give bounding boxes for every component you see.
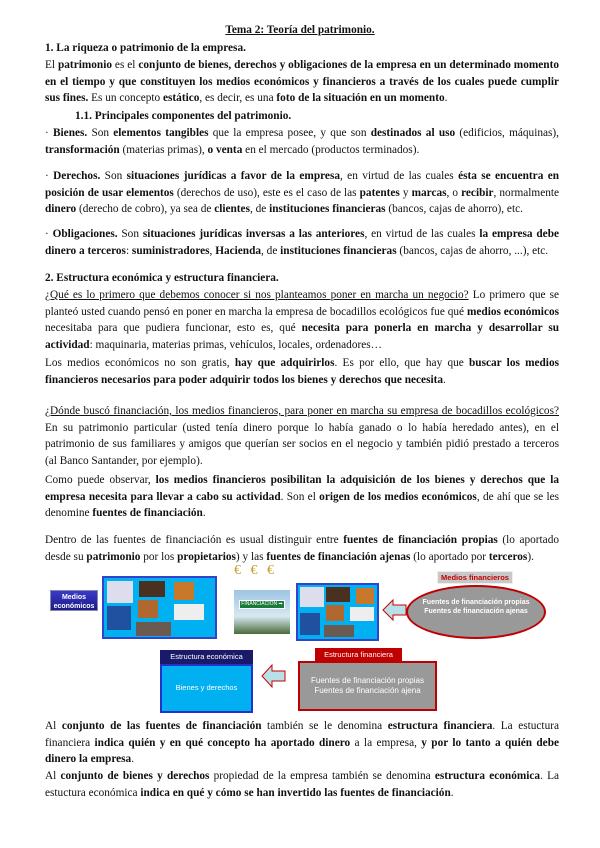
bold-text: fuentes de financiación propias: [343, 534, 498, 546]
economic-assets-collage: [102, 576, 217, 639]
estructura-financiera-header: Estructura financiera: [315, 648, 402, 662]
bold-text: estático: [163, 92, 200, 105]
bold-text: indica quién y en qué concepto ha aportado dinero: [94, 736, 351, 749]
bold-text: hay que adquirirlos: [234, 357, 335, 369]
text: Al: [45, 720, 62, 732]
medios-financieros-label: Medios financieros: [437, 571, 513, 584]
text: (bancos, cajas de ahorro, ...), etc.: [396, 244, 549, 257]
paragraph: [45, 125, 559, 158]
paragraph: [45, 287, 559, 353]
paragraph: [45, 168, 559, 218]
fuentes-ellipse: [406, 585, 546, 639]
text: (lo aportado por: [410, 550, 489, 563]
text: . La estuctura financiera: [45, 720, 559, 749]
text: (lo aportado desde su: [45, 534, 559, 563]
bold-text: marcas: [411, 186, 447, 199]
bold-text: fuentes de financiación ajenas: [266, 550, 411, 563]
estructura-economica-header: Estructura económica: [160, 650, 253, 664]
bold-text: 2. Estructura económica y estructura financiera.: [45, 272, 279, 284]
fuentes-financiacion-box: [298, 661, 437, 711]
text: . La estuctura económica: [45, 770, 559, 799]
text: ·: [45, 228, 53, 240]
text: (bancos, cajas de ahorro), etc.: [385, 203, 523, 216]
text: ·: [45, 127, 53, 139]
bold-text: situaciones jurídicas a favor de la empresa: [126, 170, 340, 182]
text: .: [131, 753, 135, 766]
bold-text: indica en qué y cómo se han invertido las fuentes de financiación: [140, 786, 451, 799]
text: por los: [140, 550, 178, 563]
text: , de ahí que se les denomine: [45, 490, 560, 520]
bold-text: recibir: [461, 186, 494, 199]
bold-text: y por lo tanto a quién debe dinero la empresa: [45, 736, 559, 766]
ellipse-line: Fuentes de financiación propias: [422, 599, 530, 606]
bold-text: dinero: [45, 203, 77, 216]
text: también se le denomina: [261, 720, 388, 732]
sign-text: FINANCIACIÓN ➡: [239, 600, 285, 609]
building-image: [136, 622, 171, 636]
text: . Es por ello, que hay que: [334, 357, 470, 369]
bold-text: necesita para ponerla en marcha y desarrollar su actividad: [45, 322, 559, 351]
text: necesitaba para que pudiera funcionar, esto es, qué: [45, 322, 302, 335]
text: ,: [209, 244, 216, 257]
bread-image: [174, 582, 194, 600]
bold-text: o venta: [207, 143, 243, 156]
paragraph: [45, 403, 559, 469]
text: Como puede observar,: [45, 474, 156, 486]
bold-text: la empresa debe dinero a terceros: [45, 228, 559, 257]
financing-sign-image: [234, 590, 290, 634]
underlined-question: ¿Qué es lo primero que debemos conocer si nos planteamos poner en marcha un negocio?: [45, 289, 469, 301]
bold-text: origen de los medios económicos: [319, 490, 477, 503]
euro-coins-icon: € € €: [234, 563, 277, 578]
text: .: [450, 786, 454, 799]
van-image: [174, 604, 204, 620]
text: (derechos de uso), este es el caso de las: [173, 186, 360, 199]
text: Al: [45, 770, 61, 782]
bold-text: Hacienda: [215, 244, 262, 257]
text: : maquinaria, materias primas, vehículos, locales, ordenadores…: [89, 338, 382, 351]
bold-text: estructura económica: [434, 770, 541, 782]
bold-text: elementos tangibles: [113, 127, 209, 139]
text: Son: [100, 170, 127, 182]
text: , normalmente: [493, 186, 560, 199]
bold-text: 1.1. Principales componentes del patrimonio.: [75, 110, 292, 122]
text: , de: [249, 203, 270, 216]
text: En su patrimonio particular (usted tenía dinero porque lo había ganado o lo había heredado antes), en el patrimonio de sus familiares y amigos que querían ser socios en el negocio y también pidió prestado a terceros (al Banco Santander, por ejemplo).: [45, 421, 559, 467]
machine-image: [107, 606, 131, 630]
ellipse-line: Fuentes de financiación ajenas: [424, 607, 528, 615]
bold-text: medios económicos: [466, 305, 560, 318]
text: .: [443, 373, 446, 386]
text: Los medios económicos no son gratis,: [45, 357, 235, 369]
text: (derecho de cobro), ya sea de: [76, 203, 215, 216]
computer-image: [107, 581, 133, 603]
text: en el mercado (productos terminados).: [242, 143, 420, 156]
bold-text: foto de la situación en un momento: [276, 92, 445, 105]
bold-text: instituciones financieras: [269, 203, 386, 216]
text: Son: [87, 127, 114, 139]
text: .: [444, 92, 448, 105]
ef-line: Fuentes de financiación propias: [311, 676, 424, 685]
bold-text: patentes: [359, 186, 400, 199]
bold-text: los medios financieros posibilitan la adquisición de los bienes y derechos que la empresa necesita para llevar a cabo su actividad: [45, 474, 559, 503]
text: que la empresa posee, y que son: [208, 127, 371, 139]
text: (materias primas),: [119, 143, 208, 156]
bold-text: Derechos.: [53, 170, 101, 182]
text: a la empresa,: [350, 736, 422, 749]
economic-assets-collage-2: [296, 583, 379, 641]
text: .: [202, 507, 206, 520]
paragraph: [45, 226, 559, 259]
bold-text: suministradores: [131, 244, 210, 257]
bold-text: propietarios: [177, 550, 236, 563]
bold-text: conjunto de bienes y derechos: [60, 770, 210, 782]
paragraph: [45, 768, 559, 801]
paragraph: [45, 40, 559, 57]
bold-text: ésta se encuentra en posición de usar elementos: [45, 170, 560, 199]
paragraph: [45, 718, 559, 768]
paragraph: [45, 108, 559, 125]
text: , o: [446, 186, 462, 199]
text: , en virtud de las cuales: [340, 170, 459, 182]
bold-text: Bienes.: [53, 127, 88, 139]
document-title: Tema 2: Teoría del patrimonio.: [225, 24, 375, 36]
paragraph: [45, 532, 559, 565]
text: Dentro de las fuentes de financiación es usual distinguir entre: [45, 534, 344, 546]
bold-text: patrimonio: [86, 550, 141, 563]
paragraph: [45, 355, 559, 388]
bold-text: transformación: [45, 143, 120, 156]
text: (edificios, máquinas),: [455, 127, 559, 139]
restaurant-image: [139, 581, 165, 597]
text: :: [125, 244, 132, 257]
text: El: [45, 59, 58, 71]
bold-text: 1. La riqueza o patrimonio de la empresa.: [45, 42, 246, 54]
bold-text: destinados al uso: [370, 127, 456, 139]
bold-text: conjunto de bienes, derechos y obligaciones de la empresa en un determinado momento en el tiempo y que constituyen los medios económicos y financieros a través de los cuales puede cumplir sus fines.: [45, 59, 559, 105]
medios-economicos-label: Medios económicos: [50, 590, 98, 611]
text: , de: [261, 244, 281, 257]
text: ) y las: [235, 550, 267, 563]
bold-text: conjunto de las fuentes de financiación: [61, 720, 262, 732]
text: es el: [111, 59, 139, 71]
text: Es un concepto: [88, 92, 163, 105]
bold-text: Obligaciones.: [52, 228, 118, 240]
paragraph: [45, 270, 559, 287]
bold-text: clientes: [214, 203, 250, 216]
text: ·: [45, 170, 54, 182]
text: ).: [527, 550, 534, 563]
bold-text: instituciones financieras: [280, 244, 397, 257]
text: y: [399, 186, 412, 199]
text: . Son el: [280, 490, 320, 503]
text: , en virtud de las cuales: [364, 228, 480, 240]
underlined-question: ¿Dónde buscó financiación, los medios financieros, para poner en marcha su empresa de bocadillos ecológicos?: [45, 405, 559, 417]
text: Lo primero que se planteó usted cuando pensó en poner en marcha la empresa de bocadillos ecológicos fue qué: [45, 289, 560, 318]
paragraph: [45, 57, 559, 107]
bold-text: estructura financiera: [387, 720, 493, 732]
bold-text: patrimonio: [58, 59, 112, 71]
left-arrow-icon: [382, 598, 407, 622]
bold-text: buscar los medios financieros necesarios para poder adquirir todos los bienes y derechos que necesita: [45, 357, 559, 386]
text: propiedad de la empresa también se denomina: [209, 770, 435, 782]
left-arrow-icon-2: [261, 663, 286, 689]
bienes-derechos-box: Bienes y derechos: [160, 664, 253, 713]
text: , es decir, es una: [199, 92, 277, 105]
bold-text: fuentes de financiación: [92, 507, 203, 520]
ef-line: Fuentes de financiación ajena: [314, 686, 421, 695]
desk-image: [138, 600, 158, 618]
paragraph: [45, 472, 559, 522]
bold-text: terceros: [488, 550, 528, 563]
text: Son: [117, 228, 143, 240]
bold-text: situaciones jurídicas inversas a las anteriores: [142, 228, 365, 240]
